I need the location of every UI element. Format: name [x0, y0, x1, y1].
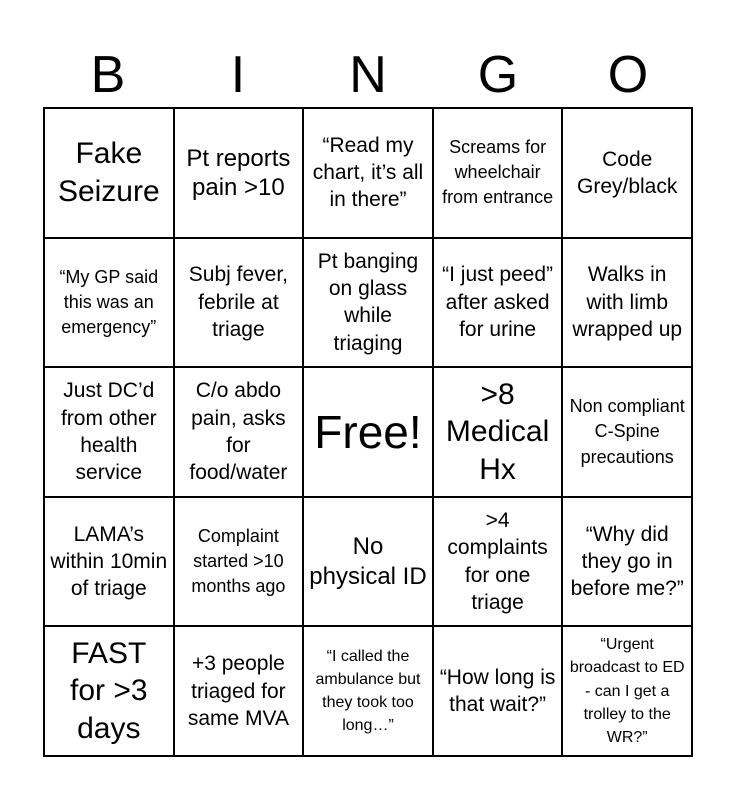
- cell-text: Code Grey/black: [577, 147, 678, 198]
- cell-text: Complaint started >10 months ago: [191, 525, 286, 597]
- bingo-cell[interactable]: [562, 497, 692, 627]
- cell-text: >4 complaints for one triage: [447, 509, 548, 614]
- cell-text: Walks in with limb wrapped up: [572, 263, 683, 342]
- title-letter-i: I: [230, 46, 246, 104]
- bingo-cell[interactable]: [303, 626, 433, 756]
- cell-text: Subj fever, febrile at triage: [188, 263, 288, 342]
- cell-text: “My GP said this was an emergency”: [59, 266, 159, 337]
- bingo-cell[interactable]: [174, 367, 304, 497]
- bingo-cell[interactable]: [44, 108, 174, 238]
- title-letter-g: G: [477, 46, 519, 104]
- cell-text: Free!: [314, 405, 422, 458]
- cell-text: “Read my chart, it’s all in there”: [312, 133, 424, 212]
- bingo-cell[interactable]: [44, 497, 174, 627]
- title-letter-b: B: [90, 46, 126, 104]
- bingo-cell[interactable]: [174, 108, 304, 238]
- bingo-cell[interactable]: [174, 238, 304, 368]
- cell-text: Pt reports pain >10: [186, 144, 291, 201]
- cell-text: +3 people triaged for same MVA: [187, 652, 289, 730]
- title-letter-o: O: [607, 46, 649, 104]
- cell-text: “How long is that wait?”: [439, 665, 556, 717]
- bingo-cell[interactable]: [562, 108, 692, 238]
- cell-text: Non compliant C-Spine precautions: [569, 396, 685, 467]
- bingo-cell[interactable]: [44, 367, 174, 497]
- bingo-cell[interactable]: [174, 497, 304, 627]
- cell-text: Just DC’d from other health service: [60, 379, 157, 485]
- cell-text: No physical ID: [309, 533, 427, 590]
- cell-text: LAMA’s within 10min of triage: [50, 522, 168, 601]
- cell-text: “I called the ambulance but they took too long…”: [315, 647, 421, 735]
- bingo-cell[interactable]: [303, 238, 433, 368]
- bingo-cell[interactable]: [174, 626, 304, 756]
- bingo-cell[interactable]: [562, 367, 692, 497]
- bingo-cell[interactable]: [44, 626, 174, 756]
- cell-text: Screams for wheelchair from entrance: [442, 137, 554, 208]
- cell-text: FAST for >3 days: [70, 636, 148, 745]
- bingo-title: [43, 44, 693, 106]
- bingo-grid: [43, 107, 693, 757]
- cell-text: “I just peed” after asked for urine: [442, 263, 554, 342]
- cell-text: Pt banging on glass while triaging: [317, 249, 419, 355]
- cell-text: C/o abdo pain, asks for food/water: [189, 379, 288, 485]
- bingo-cell[interactable]: [433, 367, 563, 497]
- bingo-cell[interactable]: [433, 108, 563, 238]
- cell-text: >8 Medical Hx: [445, 377, 550, 486]
- cell-text: “Why did they go in before me?”: [570, 522, 684, 601]
- bingo-cell[interactable]: [303, 108, 433, 238]
- free-space-cell[interactable]: [303, 367, 433, 497]
- cell-text: Fake Seizure: [57, 137, 160, 208]
- bingo-cell[interactable]: [433, 626, 563, 756]
- bingo-cell[interactable]: [562, 238, 692, 368]
- bingo-cell[interactable]: [303, 497, 433, 627]
- bingo-cell[interactable]: [44, 238, 174, 368]
- bingo-cell[interactable]: [433, 238, 563, 368]
- bingo-cell[interactable]: [562, 626, 692, 756]
- title-letter-n: N: [349, 46, 387, 104]
- bingo-cell[interactable]: [433, 497, 563, 627]
- cell-text: “Urgent broadcast to ED - can I get a trolley to the WR?”: [569, 636, 685, 746]
